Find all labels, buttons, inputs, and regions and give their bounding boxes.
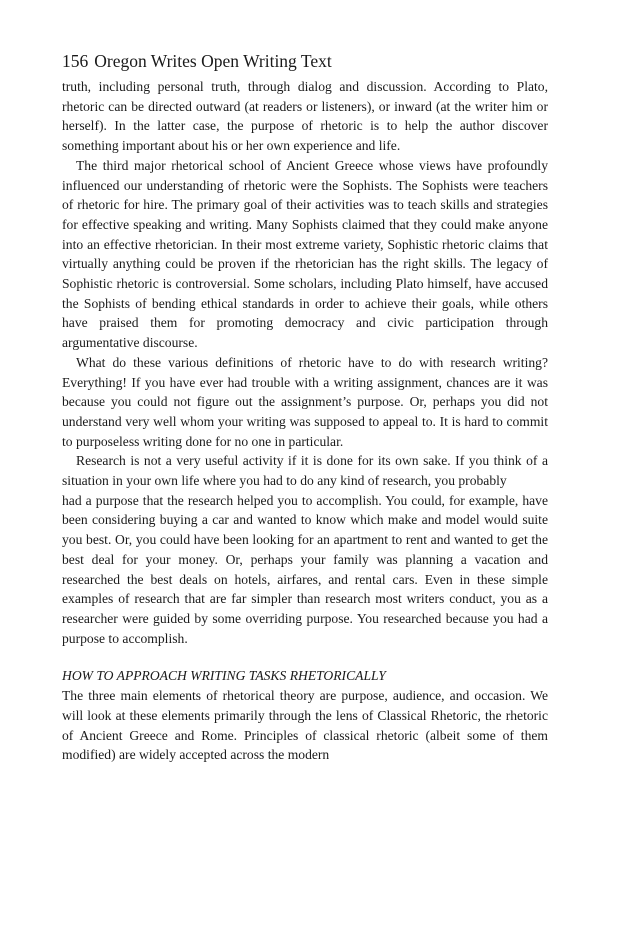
document-page (62, 50, 548, 765)
paragraph-research-examples: had a purpose that the research helped you to accomplish. You could, for example, have been considering buying a car and wanted to know which make and model would suite you best. Or, you could have been looking for an apartment to rent and wanted to get the best deal for your money. Or, perhaps your family was planning a vacation and researched the best deals on hotels, airfares, and rental cars. Even in these simple examples of research that are far simpler than research most writers conduct, you as a researcher were guided by some overriding purpose. You researched because you had a purpose to accomplish. (62, 492, 548, 646)
paragraph-sophists: The third major rhetorical school of Ancient Greece whose views have profoundly influenced our understanding of rhetoric were the Sophists. The Sophists were teachers of rhetoric for hire. The primary goal of their activities was to teach skills and strategies for effective speaking and writing. Many Sophists claimed that they could make anyone into an effective rhetorician. In their most extreme variety, Sophistic rhetoric claims that virtually anything could be proven if the rhetorician has the right skills. The legacy of Sophistic rhetoric is controversial. Some scholars, including Plato himself, have accused the Sophists of bending ethical standards in order to achieve their goals, while others have praised them for promoting democracy and civic participation through argumentative discourse. (62, 157, 548, 351)
running-header (62, 50, 548, 72)
section-body: The three main elements of rhetorical theory are purpose, audience, and occasion. We will look at these elements primarily through the lens of Classical Rhetoric, the rhetoric of Ancient Greece and Rome. Principles of classical rhetoric (albeit some of them modified) are widely accepted across the modern (62, 688, 548, 763)
section-heading: HOW TO APPROACH WRITING TASKS RHETORICALLY (62, 668, 386, 684)
paragraph-definitions: What do these various definitions of rhetoric have to do with research writing? Everything! If you have ever had trouble with a writing assignment, chances are it was because you could not figure out the assignment’s purpose. Or, perhaps you did not understand very well whom your writing was supposed to appeal to. It is hard to commit to purposeless writing done for no one in particular. (62, 354, 548, 449)
page-number: 156 (62, 51, 89, 71)
running-title: Oregon Writes Open Writing Text (94, 51, 332, 71)
paragraph-research-purpose: Research is not a very useful activity if it is done for its own sake. If you think of a situation in your own life where you had to do any kind of research, you probably (62, 453, 548, 489)
paragraph-plato-continuation: truth, including personal truth, through dialog and discussion. According to Plato, rhetoric can be directed outward (at readers or listeners), or inward (at the writer him or herself). In the latter case, the purpose of rhetoric is to help the author discover something important about his or her own experience and life. (62, 79, 548, 154)
